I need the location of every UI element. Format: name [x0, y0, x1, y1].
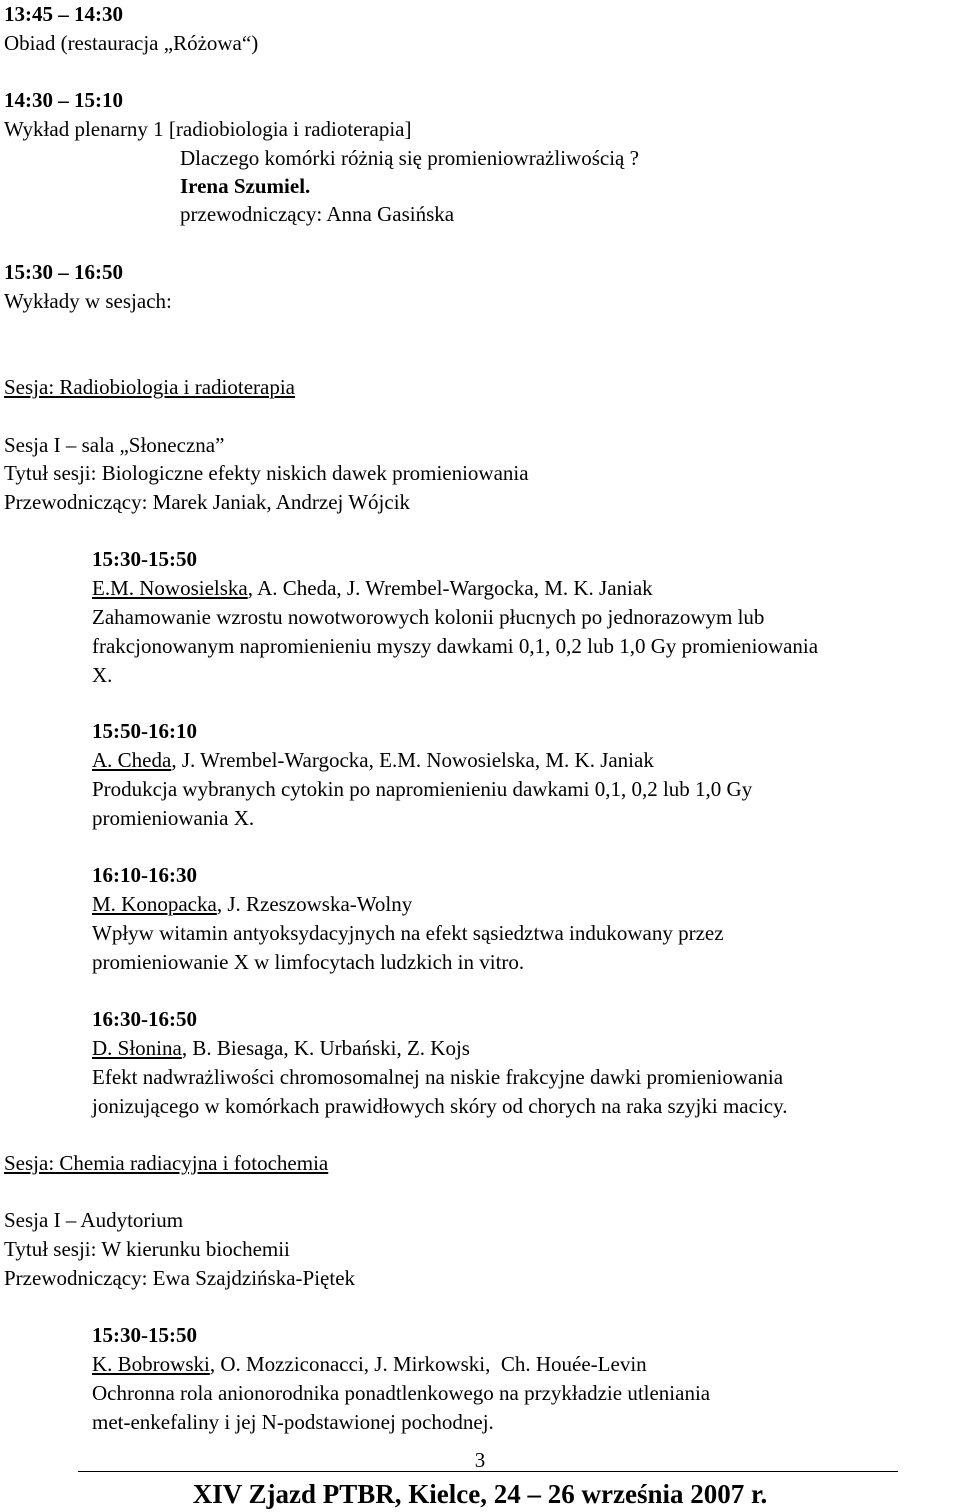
presenter-name: D. Słonina [92, 1036, 182, 1060]
talk-title-line: promieniowanie X w limfocytach ludzkich in vitro. [92, 950, 525, 974]
talk-authors [92, 1034, 470, 1063]
talk-authors [92, 574, 653, 603]
plenary-chair: przewodniczący: Anna Gasińska [180, 202, 455, 226]
presenter-name: K. Bobrowski [92, 1352, 210, 1376]
talk-title-line: frakcjonowanym napromienieniu myszy dawkami 0,1, 0,2 lub 1,0 Gy promieniowania [92, 634, 819, 658]
session1-heading: Sesja: Radiobiologia i radioterapia [4, 375, 296, 399]
talk-time: 15:30-15:50 [92, 1323, 197, 1347]
talk-title-line: jonizującego w komórkach prawidłowych skóry od chorych na raka szyjki macicy. [92, 1094, 788, 1118]
talk-title-line: Ochronna rola anionorodnika ponadtlenkowego na przykładzie utleniania [92, 1381, 711, 1405]
session1-room: Sesja I – sala „Słoneczna” [4, 433, 225, 457]
session1-chairs: Przewodniczący: Marek Janiak, Andrzej Wójcik [4, 490, 411, 514]
talk-authors [92, 890, 412, 919]
talk-title-line: Wpływ witamin antyoksydacyjnych na efekt sąsiedztwa indukowany przez [92, 921, 724, 945]
sessions-time: 15:30 – 16:50 [4, 260, 123, 284]
session2-title: Tytuł sesji: W kierunku biochemii [4, 1237, 290, 1261]
presenter-name: A. Cheda [92, 748, 172, 772]
plenary-speaker: Irena Szumiel. [180, 174, 311, 198]
presenter-name: E.M. Nowosielska [92, 576, 248, 600]
talk-time: 16:30-16:50 [92, 1007, 197, 1031]
session1-title: Tytuł sesji: Biologiczne efekty niskich dawek promieniowania [4, 461, 529, 485]
coauthors: , A. Cheda, J. Wrembel-Wargocka, M. K. Janiak [247, 576, 653, 600]
session2-heading: Sesja: Chemia radiacyjna i fotochemia [4, 1151, 329, 1175]
talk-title-line: X. [92, 663, 113, 687]
talk-title-line: met-enkefaliny i jej N-podstawionej pochodnej. [92, 1410, 494, 1434]
session2-chairs: Przewodniczący: Ewa Szajdzińska-Piętek [4, 1266, 356, 1290]
footer-text: XIV Zjazd PTBR, Kielce, 24 – 26 września 2007 r. [192, 1479, 768, 1509]
coauthors: , O. Mozziconacci, J. Mirkowski, Ch. Houée-Levin [209, 1352, 647, 1376]
talk-authors [92, 1350, 647, 1379]
sessions-label: Wykłady w sesjach: [4, 289, 172, 313]
coauthors: , J. Wrembel-Wargocka, E.M. Nowosielska, M. K. Janiak [171, 748, 654, 772]
talk-title-line: promieniowania X. [92, 806, 255, 830]
talk-title-line: Zahamowanie wzrostu nowotworowych kolonii płucnych po jednorazowym lub [92, 605, 765, 629]
lunch-title: Obiad (restauracja „Różowa“) [4, 31, 259, 55]
page-number: 3 [474, 1448, 486, 1472]
coauthors: , J. Rzeszowska-Wolny [216, 892, 413, 916]
presenter-name: M. Konopacka [92, 892, 217, 916]
plenary-time: 14:30 – 15:10 [4, 88, 123, 112]
session2-room: Sesja I – Audytorium [4, 1208, 184, 1232]
coauthors: , B. Biesaga, K. Urbański, Z. Kojs [181, 1036, 470, 1060]
plenary-title: Wykład plenarny 1 [radiobiologia i radioterapia] [4, 117, 412, 141]
talk-time: 15:30-15:50 [92, 547, 197, 571]
talk-time: 15:50-16:10 [92, 719, 197, 743]
footer-divider [78, 1471, 898, 1472]
plenary-talk-title: Dlaczego komórki różnią się promieniowrażliwością ? [180, 146, 639, 170]
talk-title-line: Produkcja wybranych cytokin po napromienieniu dawkami 0,1, 0,2 lub 1,0 Gy [92, 777, 753, 801]
talk-title-line: Efekt nadwrażliwości chromosomalnej na niskie frakcyjne dawki promieniowania [92, 1065, 784, 1089]
lunch-time: 13:45 – 14:30 [4, 2, 123, 26]
talk-authors [92, 746, 654, 775]
talk-time: 16:10-16:30 [92, 863, 197, 887]
